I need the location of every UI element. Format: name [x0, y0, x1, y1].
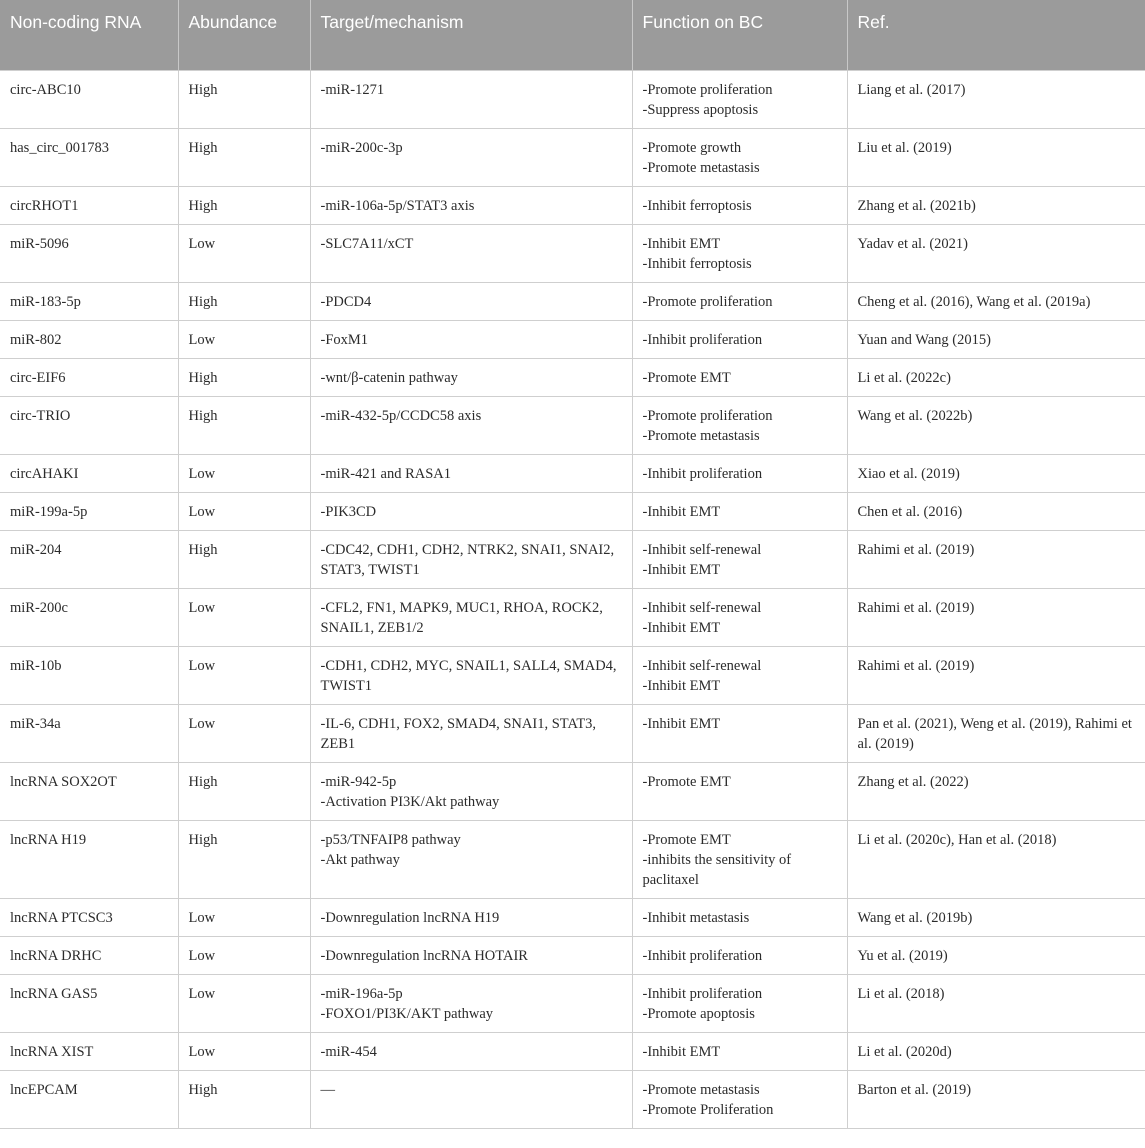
cell-ref: Yuan and Wang (2015) — [847, 321, 1145, 359]
cell-function-on-bc-line: -Inhibit EMT — [642, 504, 721, 520]
cell-ref: Chen et al. (2016) — [847, 493, 1145, 531]
cell-target-mechanism-line: -miR-106a-5p/STAT3 axis — [320, 198, 475, 214]
cell-target-mechanism-line: -miR-432-5p/CCDC58 axis — [320, 408, 482, 424]
cell-function-on-bc — [632, 493, 847, 531]
cell-abundance: High — [178, 1071, 310, 1129]
cell-noncoding-rna: lncRNA PTCSC3 — [0, 899, 178, 937]
cell-noncoding-rna: miR-200c — [0, 589, 178, 647]
cell-noncoding-rna: lncRNA XIST — [0, 1033, 178, 1071]
table-header — [0, 0, 1145, 71]
cell-ref: Rahimi et al. (2019) — [847, 647, 1145, 705]
cell-ref: Cheng et al. (2016), Wang et al. (2019a) — [847, 283, 1145, 321]
cell-noncoding-rna: circ-TRIO — [0, 397, 178, 455]
header-target-mechanism: Target/mechanism — [310, 0, 632, 71]
cell-function-on-bc-line: -Inhibit ferroptosis — [642, 256, 752, 272]
cell-function-on-bc-line: -Inhibit proliferation — [642, 332, 763, 348]
cell-ref: Zhang et al. (2021b) — [847, 187, 1145, 225]
cell-noncoding-rna: miR-5096 — [0, 225, 178, 283]
cell-function-on-bc — [632, 899, 847, 937]
cell-ref: Barton et al. (2019) — [847, 1071, 1145, 1129]
cell-function-on-bc-line: -Promote proliferation — [642, 82, 773, 98]
header-function-on-bc: Function on BC — [632, 0, 847, 71]
cell-function-on-bc-line: -Suppress apoptosis — [642, 102, 759, 118]
cell-function-on-bc-line: -Promote metastasis — [642, 160, 760, 176]
cell-function-on-bc-line: -Inhibit metastasis — [642, 910, 750, 926]
cell-target-mechanism — [310, 225, 632, 283]
cell-ref: Wang et al. (2022b) — [847, 397, 1145, 455]
table-row — [0, 493, 1145, 531]
cell-ref: Li et al. (2018) — [847, 975, 1145, 1033]
cell-target-mechanism — [310, 531, 632, 589]
cell-target-mechanism-line: -Activation PI3K/Akt pathway — [320, 794, 500, 810]
table-row — [0, 589, 1145, 647]
cell-target-mechanism-line: -SLC7A11/xCT — [320, 236, 414, 252]
cell-function-on-bc-line: -Inhibit proliferation — [642, 986, 763, 1002]
cell-noncoding-rna: circ-EIF6 — [0, 359, 178, 397]
cell-function-on-bc-line: -Inhibit EMT — [642, 1044, 721, 1060]
cell-noncoding-rna: circ-ABC10 — [0, 71, 178, 129]
table-row — [0, 975, 1145, 1033]
cell-ref: Liu et al. (2019) — [847, 129, 1145, 187]
cell-function-on-bc — [632, 647, 847, 705]
cell-ref: Li et al. (2020c), Han et al. (2018) — [847, 821, 1145, 899]
cell-target-mechanism-line: -wnt/β-catenin pathway — [320, 370, 458, 386]
table-row — [0, 71, 1145, 129]
cell-abundance: Low — [178, 455, 310, 493]
cell-function-on-bc-line: -Inhibit EMT — [642, 562, 721, 578]
cell-function-on-bc-line: -Inhibit EMT — [642, 678, 721, 694]
cell-noncoding-rna: miR-34a — [0, 705, 178, 763]
cell-target-mechanism — [310, 705, 632, 763]
cell-function-on-bc-line: -Promote Proliferation — [642, 1102, 774, 1118]
cell-abundance: Low — [178, 899, 310, 937]
cell-target-mechanism-line: -PIK3CD — [320, 504, 377, 520]
table-row — [0, 187, 1145, 225]
cell-target-mechanism — [310, 321, 632, 359]
cell-abundance: Low — [178, 225, 310, 283]
cell-target-mechanism — [310, 283, 632, 321]
cell-abundance: Low — [178, 937, 310, 975]
cell-function-on-bc-line: -inhibits the sensitivity of paclitaxel — [642, 852, 792, 888]
cell-function-on-bc-line: -Promote growth — [642, 140, 742, 156]
cell-function-on-bc-line: -Inhibit ferroptosis — [642, 198, 752, 214]
cell-function-on-bc — [632, 283, 847, 321]
cell-target-mechanism — [310, 589, 632, 647]
cell-target-mechanism-line: -CDC42, CDH1, CDH2, NTRK2, SNAI1, SNAI2, STAT3, TWIST1 — [320, 542, 615, 578]
cell-abundance: High — [178, 531, 310, 589]
cell-target-mechanism-line: -p53/TNFAIP8 pathway — [320, 832, 461, 848]
cell-function-on-bc — [632, 937, 847, 975]
cell-noncoding-rna: miR-10b — [0, 647, 178, 705]
cell-ref: Yadav et al. (2021) — [847, 225, 1145, 283]
header-abundance: Abundance — [178, 0, 310, 71]
cell-function-on-bc-line: -Promote metastasis — [642, 1082, 760, 1098]
cell-function-on-bc-line: -Promote apoptosis — [642, 1006, 755, 1022]
cell-noncoding-rna: miR-204 — [0, 531, 178, 589]
cell-target-mechanism-line: -CDH1, CDH2, MYC, SNAIL1, SALL4, SMAD4, TWIST1 — [320, 658, 617, 694]
cell-target-mechanism-line: -miR-200c-3p — [320, 140, 403, 156]
cell-target-mechanism — [310, 1071, 632, 1129]
cell-function-on-bc — [632, 455, 847, 493]
cell-function-on-bc — [632, 129, 847, 187]
cell-abundance: High — [178, 359, 310, 397]
cell-target-mechanism — [310, 975, 632, 1033]
cell-abundance: Low — [178, 493, 310, 531]
cell-function-on-bc-line: -Inhibit self-renewal — [642, 600, 762, 616]
cell-target-mechanism-line: -miR-196a-5p — [320, 986, 403, 1002]
header-row — [0, 0, 1145, 71]
header-ref: Ref. — [847, 0, 1145, 71]
table-row — [0, 225, 1145, 283]
cell-function-on-bc-line: -Inhibit EMT — [642, 716, 721, 732]
cell-ref: Liang et al. (2017) — [847, 71, 1145, 129]
table-row — [0, 283, 1145, 321]
cell-function-on-bc — [632, 975, 847, 1033]
cell-function-on-bc-line: -Promote EMT — [642, 774, 731, 790]
cell-noncoding-rna: miR-199a-5p — [0, 493, 178, 531]
cell-function-on-bc — [632, 589, 847, 647]
cell-ref: Li et al. (2022c) — [847, 359, 1145, 397]
cell-target-mechanism — [310, 899, 632, 937]
table-row — [0, 129, 1145, 187]
cell-target-mechanism — [310, 71, 632, 129]
header-noncoding-rna: Non-coding RNA — [0, 0, 178, 71]
cell-noncoding-rna: lncEPCAM — [0, 1071, 178, 1129]
cell-function-on-bc — [632, 359, 847, 397]
cell-ref: Yu et al. (2019) — [847, 937, 1145, 975]
cell-target-mechanism — [310, 821, 632, 899]
table-row — [0, 1033, 1145, 1071]
table-row — [0, 763, 1145, 821]
cell-abundance: Low — [178, 705, 310, 763]
cell-noncoding-rna: circAHAKI — [0, 455, 178, 493]
cell-target-mechanism-line: -miR-942-5p — [320, 774, 397, 790]
cell-ref: Wang et al. (2019b) — [847, 899, 1145, 937]
cell-target-mechanism-line: -miR-421 and RASA1 — [320, 466, 451, 482]
cell-target-mechanism-line: -Downregulation lncRNA H19 — [320, 910, 500, 926]
cell-function-on-bc-line: -Promote EMT — [642, 832, 731, 848]
cell-abundance: High — [178, 397, 310, 455]
cell-target-mechanism-line: -CFL2, FN1, MAPK9, MUC1, RHOA, ROCK2, SNAIL1, ZEB1/2 — [320, 600, 603, 636]
cell-function-on-bc — [632, 531, 847, 589]
cell-target-mechanism-line: — — [320, 1082, 335, 1098]
cell-abundance: Low — [178, 1033, 310, 1071]
cell-function-on-bc-line: -Promote EMT — [642, 370, 731, 386]
cell-target-mechanism — [310, 129, 632, 187]
table-row — [0, 359, 1145, 397]
cell-ref: Xiao et al. (2019) — [847, 455, 1145, 493]
cell-function-on-bc-line: -Inhibit proliferation — [642, 466, 763, 482]
table-row — [0, 455, 1145, 493]
cell-abundance: High — [178, 283, 310, 321]
cell-abundance: High — [178, 763, 310, 821]
cell-ref: Pan et al. (2021), Weng et al. (2019), Rahimi et al. (2019) — [847, 705, 1145, 763]
table-row — [0, 1071, 1145, 1129]
cell-ref: Zhang et al. (2022) — [847, 763, 1145, 821]
cell-function-on-bc — [632, 187, 847, 225]
cell-function-on-bc-line: -Inhibit self-renewal — [642, 658, 762, 674]
cell-function-on-bc-line: -Inhibit EMT — [642, 620, 721, 636]
cell-abundance: High — [178, 821, 310, 899]
cell-noncoding-rna: miR-802 — [0, 321, 178, 359]
cell-function-on-bc — [632, 321, 847, 359]
table-row — [0, 705, 1145, 763]
table-row — [0, 647, 1145, 705]
cell-target-mechanism — [310, 937, 632, 975]
table-row — [0, 937, 1145, 975]
cell-ref: Li et al. (2020d) — [847, 1033, 1145, 1071]
cell-function-on-bc — [632, 763, 847, 821]
cell-target-mechanism-line: -Akt pathway — [320, 852, 400, 868]
table-row — [0, 397, 1145, 455]
cell-noncoding-rna: circRHOT1 — [0, 187, 178, 225]
cell-target-mechanism-line: -IL-6, CDH1, FOX2, SMAD4, SNAI1, STAT3, ZEB1 — [320, 716, 597, 752]
cell-abundance: Low — [178, 589, 310, 647]
table-body — [0, 71, 1145, 1129]
cell-function-on-bc-line: -Promote metastasis — [642, 428, 760, 444]
cell-function-on-bc — [632, 71, 847, 129]
cell-function-on-bc-line: -Inhibit self-renewal — [642, 542, 762, 558]
cell-function-on-bc — [632, 1033, 847, 1071]
cell-function-on-bc-line: -Inhibit EMT — [642, 236, 721, 252]
cell-noncoding-rna: lncRNA GAS5 — [0, 975, 178, 1033]
cell-function-on-bc — [632, 705, 847, 763]
cell-function-on-bc — [632, 1071, 847, 1129]
cell-target-mechanism-line: -Downregulation lncRNA HOTAIR — [320, 948, 528, 964]
cell-target-mechanism-line: -FOXO1/PI3K/AKT pathway — [320, 1006, 494, 1022]
cell-abundance: High — [178, 187, 310, 225]
cell-target-mechanism — [310, 493, 632, 531]
cell-function-on-bc-line: -Promote proliferation — [642, 294, 773, 310]
cell-noncoding-rna: miR-183-5p — [0, 283, 178, 321]
cell-function-on-bc-line: -Promote proliferation — [642, 408, 773, 424]
cell-ref: Rahimi et al. (2019) — [847, 589, 1145, 647]
cell-target-mechanism — [310, 187, 632, 225]
table-row — [0, 321, 1145, 359]
cell-target-mechanism-line: -miR-454 — [320, 1044, 377, 1060]
cell-noncoding-rna: lncRNA H19 — [0, 821, 178, 899]
cell-target-mechanism — [310, 647, 632, 705]
table-row — [0, 821, 1145, 899]
cell-target-mechanism-line: -miR-1271 — [320, 82, 385, 98]
cell-target-mechanism-line: -FoxM1 — [320, 332, 369, 348]
cell-function-on-bc — [632, 397, 847, 455]
cell-target-mechanism — [310, 1033, 632, 1071]
table-row — [0, 531, 1145, 589]
cell-ref: Rahimi et al. (2019) — [847, 531, 1145, 589]
table-row — [0, 899, 1145, 937]
cell-abundance: Low — [178, 647, 310, 705]
cell-target-mechanism — [310, 763, 632, 821]
cell-target-mechanism — [310, 455, 632, 493]
cell-noncoding-rna: lncRNA SOX2OT — [0, 763, 178, 821]
cell-noncoding-rna: has_circ_001783 — [0, 129, 178, 187]
cell-target-mechanism — [310, 397, 632, 455]
cell-abundance: Low — [178, 975, 310, 1033]
cell-abundance: Low — [178, 321, 310, 359]
cell-abundance: High — [178, 129, 310, 187]
cell-target-mechanism-line: -PDCD4 — [320, 294, 372, 310]
cell-target-mechanism — [310, 359, 632, 397]
cell-noncoding-rna: lncRNA DRHC — [0, 937, 178, 975]
cell-function-on-bc — [632, 821, 847, 899]
cell-abundance: High — [178, 71, 310, 129]
cell-function-on-bc-line: -Inhibit proliferation — [642, 948, 763, 964]
cell-function-on-bc — [632, 225, 847, 283]
